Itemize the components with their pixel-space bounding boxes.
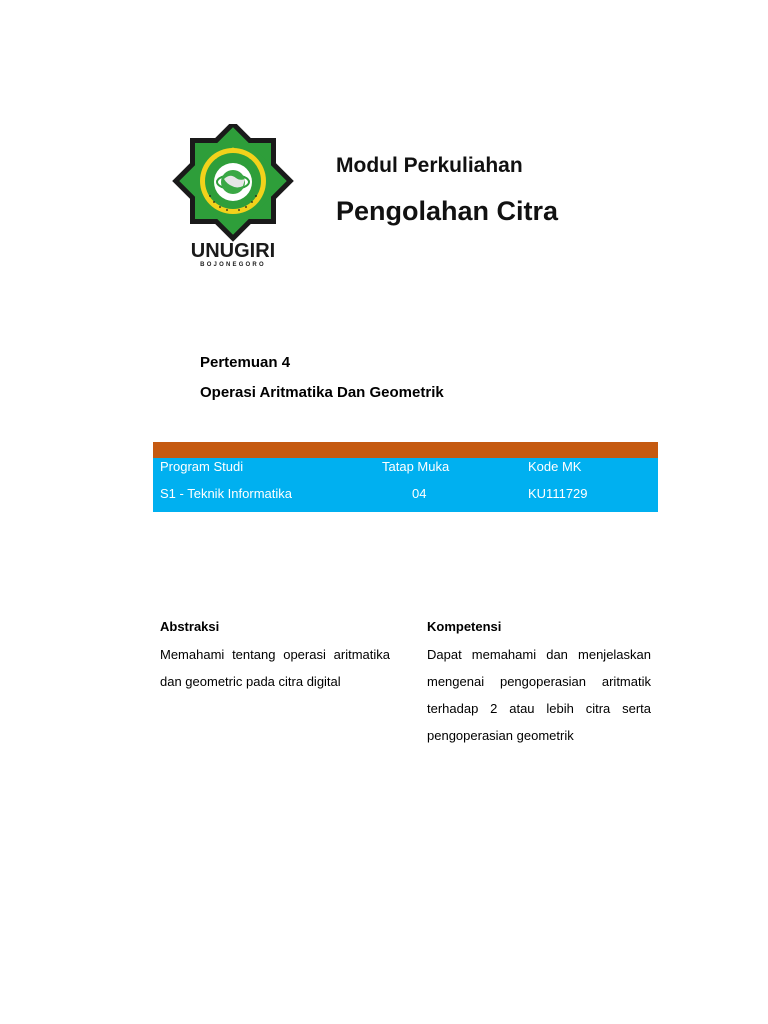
kompetensi-heading: Kompetensi bbox=[427, 619, 502, 634]
meeting-topic: Operasi Aritmatika Dan Geometrik bbox=[200, 384, 444, 401]
course-title: Pengolahan Citra bbox=[336, 196, 559, 226]
abstraksi-section bbox=[160, 618, 390, 695]
university-logo bbox=[166, 124, 300, 270]
header-program-studi: Program Studi bbox=[160, 459, 244, 474]
value-kode-mk: KU111729 bbox=[528, 486, 588, 501]
value-program-studi: S1 - Teknik Informatika bbox=[160, 486, 292, 501]
module-label: Modul Perkuliahan bbox=[336, 154, 523, 177]
logo-city: BOJONEGORO bbox=[200, 262, 266, 268]
course-info-table bbox=[153, 442, 658, 512]
meeting-number: Pertemuan 4 bbox=[200, 354, 291, 371]
kompetensi-body: Dapat memahami dan menjelaskan mengenai pengoperasian aritmatik terhadap 2 atau lebih citra serta pengoperasian geometrik bbox=[427, 647, 651, 743]
abstraksi-heading: Abstraksi bbox=[160, 619, 220, 634]
logo-wordmark: UNUGIRI bbox=[190, 240, 276, 262]
value-tatap-muka: 04 bbox=[412, 486, 427, 501]
header-tatap-muka: Tatap Muka bbox=[382, 459, 450, 474]
table-body bbox=[153, 458, 658, 512]
logo-emblem bbox=[172, 124, 294, 242]
header-kode-mk: Kode MK bbox=[528, 459, 582, 474]
abstraksi-body: Memahami tentang operasi aritmatika dan geometric pada citra digital bbox=[160, 647, 390, 689]
table-header-bar bbox=[153, 442, 658, 458]
kompetensi-section bbox=[427, 618, 651, 749]
